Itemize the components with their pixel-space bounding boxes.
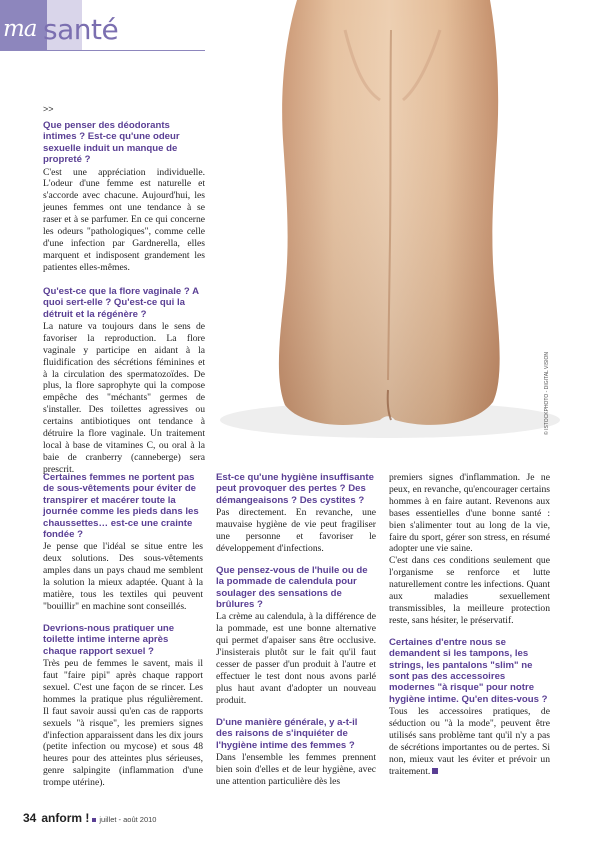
page-footer bbox=[23, 811, 156, 825]
article-column-1 bbox=[43, 472, 203, 795]
answer-text: La crème au calendula, à la différence de la pommade, est une bonne alternative qui permet d'apaiser sans être occlusive. J'insisterais plutôt sur le fait qu'il faut cesser de passer d'un produit à l'autre et effectuer le test dont nous avons parlé plus haut avant d'adopter un nouveau produit. bbox=[216, 611, 376, 706]
article-column-3 bbox=[389, 472, 550, 784]
answer-text: Pas directement. En revanche, une mauvaise hygiène de vie peut fragiliser une personne et favoriser le développement d'infections. bbox=[216, 507, 376, 554]
answer-text: Très peu de femmes le savent, mais il faut "faire pipi" après chaque rapport sexuel. C'est une façon de se rincer. Les hommes la pratique plus régulièrement. Il faut savoir aussi qu'en cas de rapports sexuels "à risque", les premiers signes d'infection apparaissent dans les dix jours (petite infection ou mycose) et sous 48 heures pour des atteintes plus sérieuses, genre salpingite (inflammation d'une trompe utérine). bbox=[43, 658, 203, 789]
back-photo bbox=[205, 0, 596, 450]
photo-credit bbox=[544, 345, 554, 435]
answer-text: La nature va toujours dans le sens de favoriser la reproduction. La flore vaginale y participe en aidant à la fluidification des sécrétions féminines et à la circulation des spermatozoïdes. De plus, la flore saprophyte qui la compose empêche des "méchants" germes de s'installer. Des toilettes agressives ou certains antibiotiques ont tendance à détruire la flore vaginale. Un traitement local à base de vitamines C, ou oral à la baie de cranberry (canneberge) sera prescrit. bbox=[43, 320, 205, 475]
issue-date: juillet - août 2010 bbox=[99, 815, 157, 824]
question-heading: Est-ce qu'une hygiène insuffisante peut provoquer des pertes ? Des démangeaisons ? Des cystites ? bbox=[216, 472, 374, 506]
answer-text: Je pense que l'idéal se situe entre les deux solutions. Des sous-vêtements amples dans un pays chaud me semblent la solution la mieux adaptée. Quant à la matière, tous les textiles qui peuvent "bouillir" en machine sont conseillés. bbox=[43, 541, 203, 612]
question-heading: Que penser des déodorants intimes ? Est-ce qu'une odeur sexuelle induit un manque de propreté ? bbox=[43, 119, 180, 166]
question-heading: Certaines d'entre nous se demandent si les tampons, les strings, les pantalons "slim" ne sont pas des accessoires modernes "à risque" pour notre hygiène intime. Qu'en dites-vous ? bbox=[389, 636, 548, 705]
end-mark bbox=[432, 768, 438, 774]
answer-text: Dans l'ensemble les femmes prennent bien soin d'elles et de leur hygiène, avec une attention particulière dès les bbox=[216, 751, 376, 787]
answer-text-final: Tous les accessoires pratiques, de séduction ou "à la mode", peuvent être utilisés sans problème tant qu'il n'y a pas de sécrétions importantes ou de pertes. Si non, mieux vaut les éviter et prévoir un traitement. bbox=[389, 706, 550, 777]
continuation-marker: >> bbox=[43, 104, 54, 114]
section-prefix: ma bbox=[3, 16, 37, 42]
answer-text: C'est dans ces conditions seulement que l'organisme se renforce et lutte naturellement contre les infections. Quant aux maladies sexuellement transmissibles, la meilleure protection reste, sans hésiter, le préservatif. bbox=[389, 555, 550, 626]
article-column-2 bbox=[216, 472, 376, 794]
magazine-name: anform ! bbox=[41, 811, 90, 825]
question-heading: D'une manière générale, y a-t-il des raisons de s'inquiéter de l'hygiène intime des femmes ? bbox=[216, 716, 358, 751]
answer-text bbox=[389, 706, 550, 777]
question-heading: Devrions-nous pratiquer une toilette intime interne après chaque rapport sexuel ? bbox=[43, 622, 175, 657]
section-title: santé bbox=[43, 13, 119, 46]
photo-credit-text: © ISTOCKPHOTO - DIGITAL VISION bbox=[544, 352, 550, 435]
header-rule bbox=[0, 50, 205, 51]
footer-bullet bbox=[92, 818, 96, 822]
answer-text: C'est une appréciation individuelle. L'odeur d'une femme est naturelle et s'accorde avec chacune. Aujourd'hui, les jeunes femmes ont une tendance à se raser et à se parfumer. En ce qui concerne les odeurs "pathologiques", comme celle d'une infection par Gardnerella, elles marquent et indisposent grandement les patientes elles-mêmes. bbox=[43, 166, 205, 273]
page-number: 34 bbox=[23, 811, 37, 825]
question-heading: Que pensez-vous de l'huile ou de la pommade de calendula pour soulager des sensations de brûlures ? bbox=[216, 564, 368, 611]
answer-text: premiers signes d'inflammation. Je ne peux, en revanche, qu'encourager certains hommes à en faire autant. Revenons aux bases essentielles d'une bonne santé : bien s'alimenter tout au long de la vie, faire du sport, gérer son stress, en résumé adopter une vie saine. bbox=[389, 472, 550, 555]
question-heading: Qu'est-ce que la flore vaginale ? A quoi sert-elle ? Qu'est-ce qui la détruit et la régénère ? bbox=[43, 285, 199, 320]
question-heading: Certaines femmes ne portent pas de sous-vêtements pour éviter de transpirer et macérer toute la journée comme les pieds dans les chaussettes… est-ce une crainte fondée ? bbox=[43, 472, 199, 541]
article-column-top bbox=[43, 104, 205, 482]
